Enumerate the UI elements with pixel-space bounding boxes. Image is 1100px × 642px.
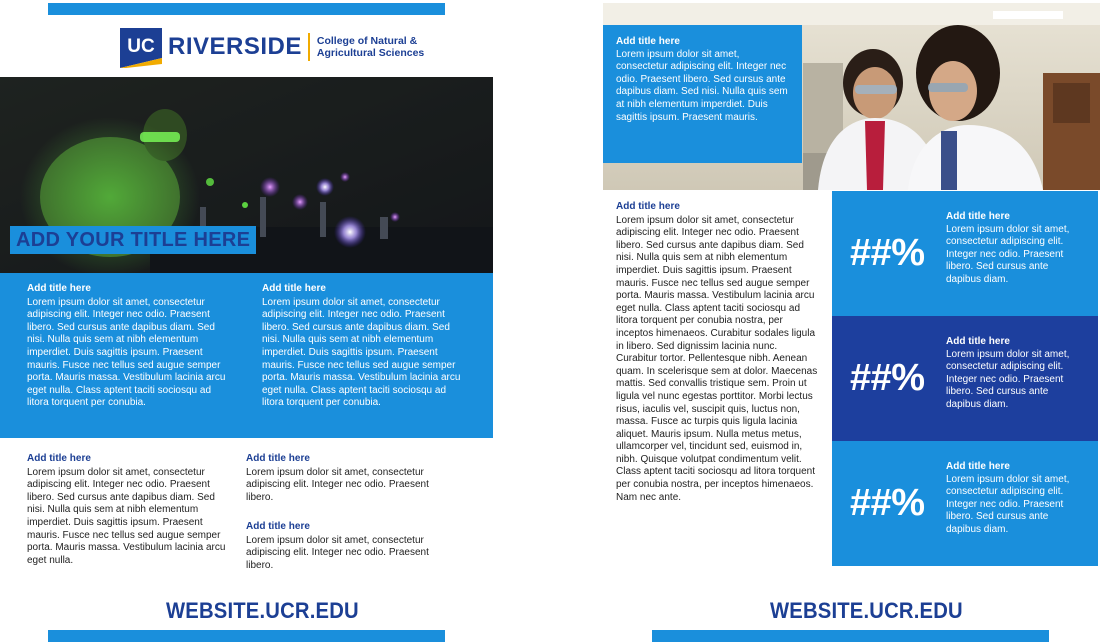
column-heading: Add title here [262, 283, 326, 294]
blue-text-panel [0, 273, 493, 438]
stat-value: ##% [850, 232, 925, 274]
callout-heading: Add title here [616, 36, 680, 47]
column-body: Lorem ipsum dolor sit amet, consectetur adipiscing elit. Integer nec odio. Praesent libero. Sed cursus ante dapibus diam. Sed nisi. Nulla quis sem at nibh elementum imperdiet. Duis sagittis ipsum. Praesent mauris. Fusce nec tellus sed augue semper porta. Mauris massa. Vestibulum lacinia arcu eget nulla. [27, 466, 226, 566]
flyer-title: ADD YOUR TITLE HERE [10, 226, 256, 254]
column-body: Lorem ipsum dolor sit amet, consectetur adipiscing elit. Integer nec odio. Praesent libero. [246, 534, 429, 571]
stat-heading: Add title here [946, 211, 1010, 222]
hero-photo [0, 77, 493, 273]
column-body: Lorem ipsum dolor sit amet, consectetur adipiscing elit. Integer nec odio. Praesent libero. [246, 466, 429, 503]
stat-value: ##% [850, 357, 925, 399]
logo-wordmark: RIVERSIDE [168, 33, 302, 60]
logo-college-name [317, 35, 424, 59]
stat-block-3 [832, 441, 1098, 566]
main-text-column [616, 201, 818, 504]
top-accent-bar [48, 3, 445, 15]
logo-mark: UC [127, 36, 155, 57]
stat-body: Lorem ipsum dolor sit amet, consectetur adipiscing elit. Integer nec odio. Praesent libero. Sed cursus ante dapibus diam. [946, 473, 1070, 535]
column-heading: Add title here [246, 453, 310, 464]
column-body: Lorem ipsum dolor sit amet, consectetur adipiscing elit. Integer nec odio. Praesent libero. Sed cursus ante dapibus diam. Sed nisi. Nulla quis sem at nibh elementum imperdiet. Duis sagittis ipsum. Praesent mauris. Fusce nec tellus sed augue semper porta. Mauris massa. Vestibulum lacinia arcu eget nulla. Class aptent taciti sociosqu ad litora torquent per conubia. [262, 296, 461, 409]
callout-body: Lorem ipsum dolor sit amet, consectetur adipiscing elit. Integer nec odio. Praesent libero. Sed cursus ante dapibus diam. Sed nisi. Nulla quis sem at nibh elementum imperdiet. Duis sagittis ipsum. Praesent mauris. [616, 48, 788, 123]
website-url: WEBSITE.UCR.EDU [770, 598, 963, 623]
stat-heading: Add title here [946, 336, 1010, 347]
stat-body: Lorem ipsum dolor sit amet, consectetur adipiscing elit. Integer nec odio. Praesent libero. Sed cursus ante dapibus diam. [946, 348, 1070, 410]
stat-block-1 [832, 191, 1098, 316]
stat-description [946, 461, 1086, 537]
column-heading: Add title here [27, 283, 91, 294]
stat-description [946, 211, 1086, 287]
uc-shield-icon [120, 26, 162, 68]
bottom-accent-bar [652, 630, 1049, 642]
column-heading: Add title here [246, 521, 310, 532]
blue-column-1 [27, 283, 231, 410]
stat-description [946, 336, 1086, 412]
white-column-right-2 [246, 521, 450, 572]
photo-callout-box [603, 25, 802, 163]
column-heading: Add title here [616, 201, 680, 212]
stat-heading: Add title here [946, 461, 1010, 472]
stat-value: ##% [850, 482, 925, 524]
column-heading: Add title here [27, 453, 91, 464]
white-column-right-1 [246, 453, 450, 504]
column-body: Lorem ipsum dolor sit amet, consectetur adipiscing elit. Integer nec odio. Praesent libero. Sed cursus ante dapibus diam. Sed nisi. Nulla quis sem at nibh elementum imperdiet. Duis sagittis ipsum. Praesent mauris. Fusce nec tellus sed augue semper porta. Mauris massa. Vestibulum lacinia arcu eget nulla. Class aptent taciti sociosqu ad litora torquent per conubia nostra, per inceptos himenaeos. Curabitur sodales ligula in libero. Sed dignissim lacinia nunc. Curabitur tortor. Pellentesque nibh. Aenean quam. In scelerisque sem at dolor. Maecenas mattis. Sed convallis tristique sem. Proin ut ligula vel nunc egestas porttitor. Morbi lectus risus, iaculis vel, suscipit quis, luctus non, massa. Fusce ac turpis quis ligula lacinia aliquet. Mauris ipsum. Nulla metus metus, ullamcorper vel, tincidunt sed, euismod in, nibh. Quisque volutpat condimentum velit. Class aptent taciti sociosqu ad litora torquent per conubia nostra, per inceptos himenaeos. Nam nec ante. [616, 214, 818, 503]
column-body: Lorem ipsum dolor sit amet, consectetur adipiscing elit. Integer nec odio. Praesent libero. Sed cursus ante dapibus diam. Sed nisi. Nulla quis sem at nibh elementum imperdiet. Duis sagittis ipsum. Praesent mauris. Fusce nec tellus sed augue semper porta. Mauris massa. Vestibulum lacinia arcu eget nulla. Class aptent taciti sociosqu ad litora torquent per conubia. [27, 296, 226, 409]
flyer-page-left [0, 0, 500, 642]
flyer-page-right [600, 0, 1100, 642]
stat-block-2 [832, 316, 1098, 441]
blue-column-2 [262, 283, 466, 410]
white-column-left [27, 453, 231, 567]
logo-divider [308, 33, 310, 61]
website-url: WEBSITE.UCR.EDU [166, 598, 359, 623]
stat-body: Lorem ipsum dolor sit amet, consectetur adipiscing elit. Integer nec odio. Praesent libero. Sed cursus ante dapibus diam. [946, 223, 1070, 285]
bottom-accent-bar [48, 630, 445, 642]
logo-college-line-1: College of Natural & [316, 35, 418, 47]
ucr-logo [120, 26, 424, 68]
logo-college-line-2: Agricultural Sciences [316, 47, 425, 59]
